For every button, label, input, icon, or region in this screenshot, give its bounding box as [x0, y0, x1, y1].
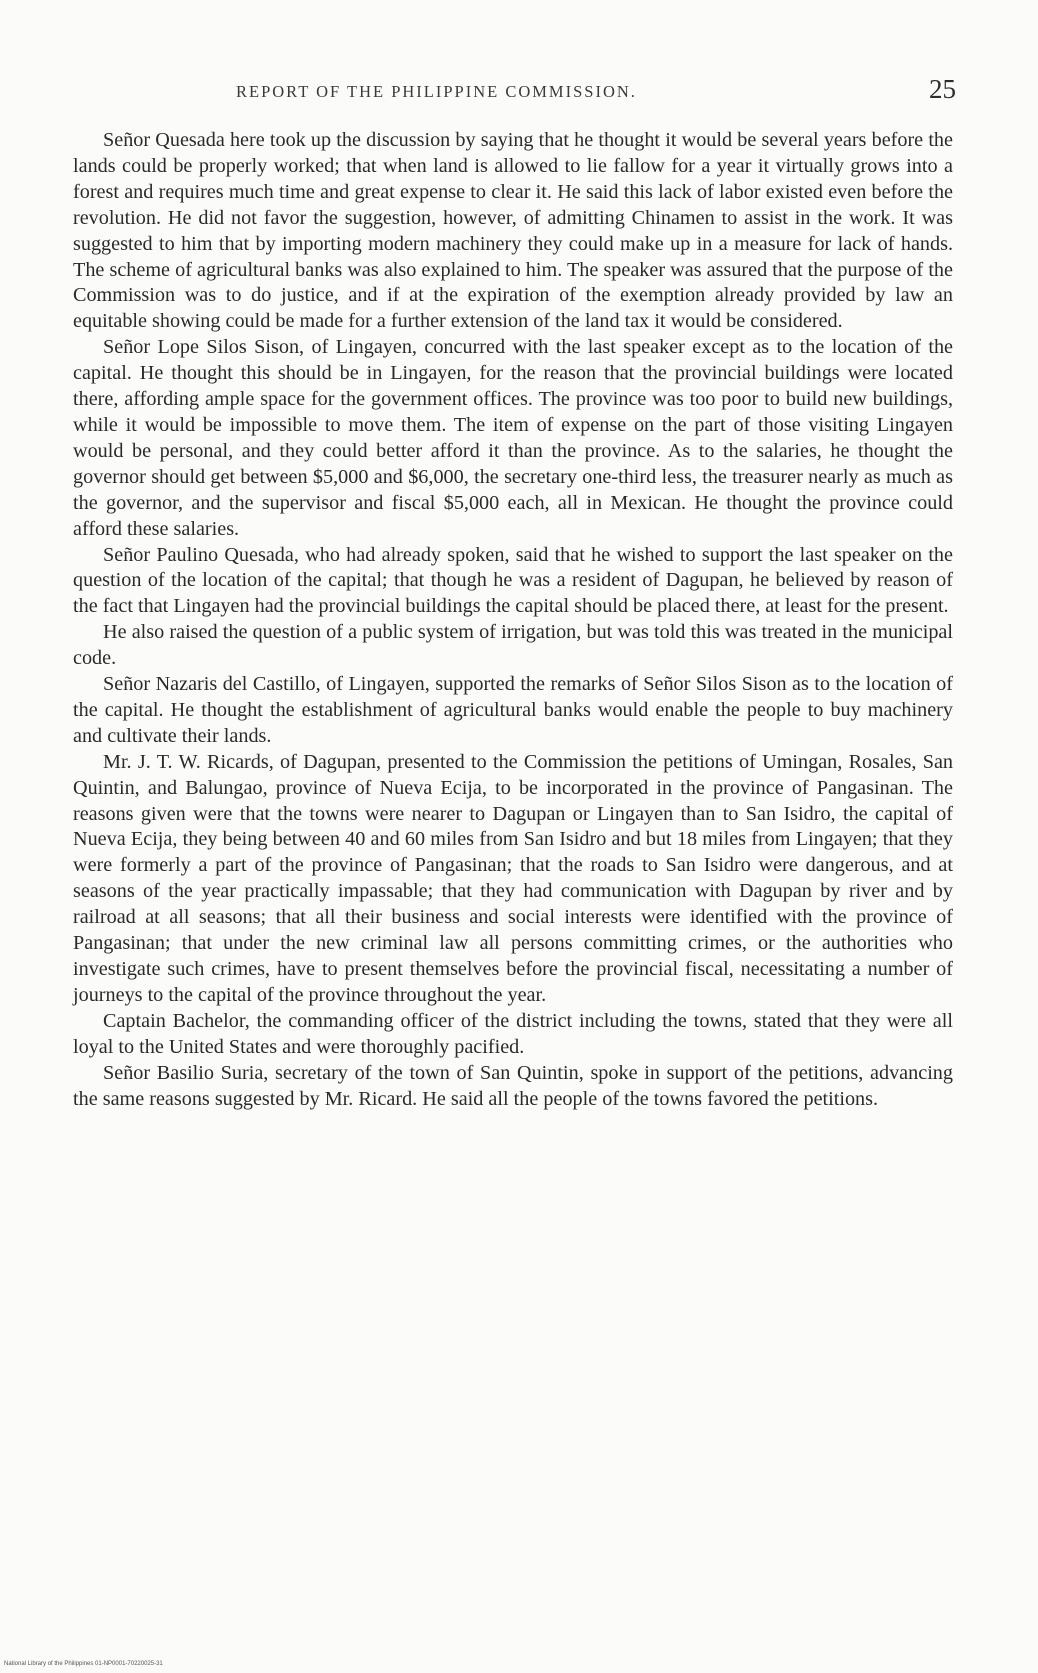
- footer-credit: National Library of the Philippines 01-NP0001-70220025-31: [4, 1661, 163, 1667]
- paragraph-silos-sison: Señor Lope Silos Sison, of Lingayen, concurred with the last speaker except as to the location of the capital. He thought this should be in Lingayen, for the reason that the provincial buildings were located there, affording ample space for the government offices. The province was too poor to build new buildings, while it would be impossible to move them. The item of expense on the part of those visiting Lingayen would be personal, and they could better afford it than the province. As to the salaries, he thought the governor should get between $5,000 and $6,000, the secretary one-third less, the treasurer nearly as much as the governor, and the supervisor and fiscal $5,000 each, all in Mexican. He thought the province could afford these salaries.: [73, 336, 953, 540]
- paragraph-irrigation: He also raised the question of a public system of irrigation, but was told this was treated in the municipal code.: [73, 621, 953, 670]
- body-text: [73, 128, 953, 1112]
- paragraph-quesada-discussion: Señor Quesada here took up the discussion by saying that he thought it would be several years before the lands could be properly worked; that when land is allowed to lie fallow for a year it virtually grows into a forest and requires much time and great expense to clear it. He said this lack of labor existed even before the revolution. He did not favor the suggestion, however, of admitting Chinamen to assist in the work. It was suggested to him that by importing modern machinery they could make up in a measure for lack of hands. The scheme of agricultural banks was also explained to him. The speaker was assured that the purpose of the Commission was to do justice, and if at the expiration of the exemption already provided by law an equitable showing could be made for a further extension of the land tax it would be considered.: [73, 129, 953, 333]
- page-number: 25: [929, 74, 956, 104]
- paragraph-paulino-quesada: Señor Paulino Quesada, who had already spoken, said that he wished to support the last speaker on the question of the location of the capital; that though he was a resident of Dagupan, he believed by reason of the fact that Lingayen had the provincial buildings the capital should be placed there, at least for the present.: [73, 543, 953, 618]
- paragraph-basilio-suria: Señor Basilio Suria, secretary of the town of San Quintin, spoke in support of the petitions, advancing the same reasons suggested by Mr. Ricard. He said all the people of the towns favored the petitions.: [73, 1061, 953, 1110]
- paragraph-del-castillo: Señor Nazaris del Castillo, of Lingayen, supported the remarks of Señor Silos Sison as to the location of the capital. He thought the establishment of agricultural banks would enable the people to buy machinery and cultivate their lands.: [73, 673, 953, 747]
- running-head: [66, 74, 956, 106]
- paragraph-ricards-petitions: Mr. J. T. W. Ricards, of Dagupan, presented to the Commission the petitions of Umingan, Rosales, San Quintin, and Balungao, province of Nueva Ecija, to be incorporated in the province of Pangasinan. The reasons given were that the towns were nearer to Dagupan or Lingayen than to San Isidro, the capital of Nueva Ecija, they being between 40 and 60 miles from San Isidro and but 18 miles from Lingayen; that they were formerly a part of the province of Pangasinan; that the roads to San Isidro were dangerous, and at seasons of the year practically impassable; that they had communication with Dagupan by river and by railroad at all seasons; that all their business and social interests were identified with the province of Pangasinan; that under the new criminal law all persons committing crimes, or the authorities who investigate such crimes, have to present themselves before the provincial fiscal, necessitating a number of journeys to the capital of the province throughout the year.: [73, 750, 953, 1006]
- running-title: REPORT OF THE PHILIPPINE COMMISSION.: [236, 82, 637, 101]
- paragraph-captain-bachelor: Captain Bachelor, the commanding officer of the district including the towns, stated that they were all loyal to the United States and were thoroughly pacified.: [73, 1009, 953, 1058]
